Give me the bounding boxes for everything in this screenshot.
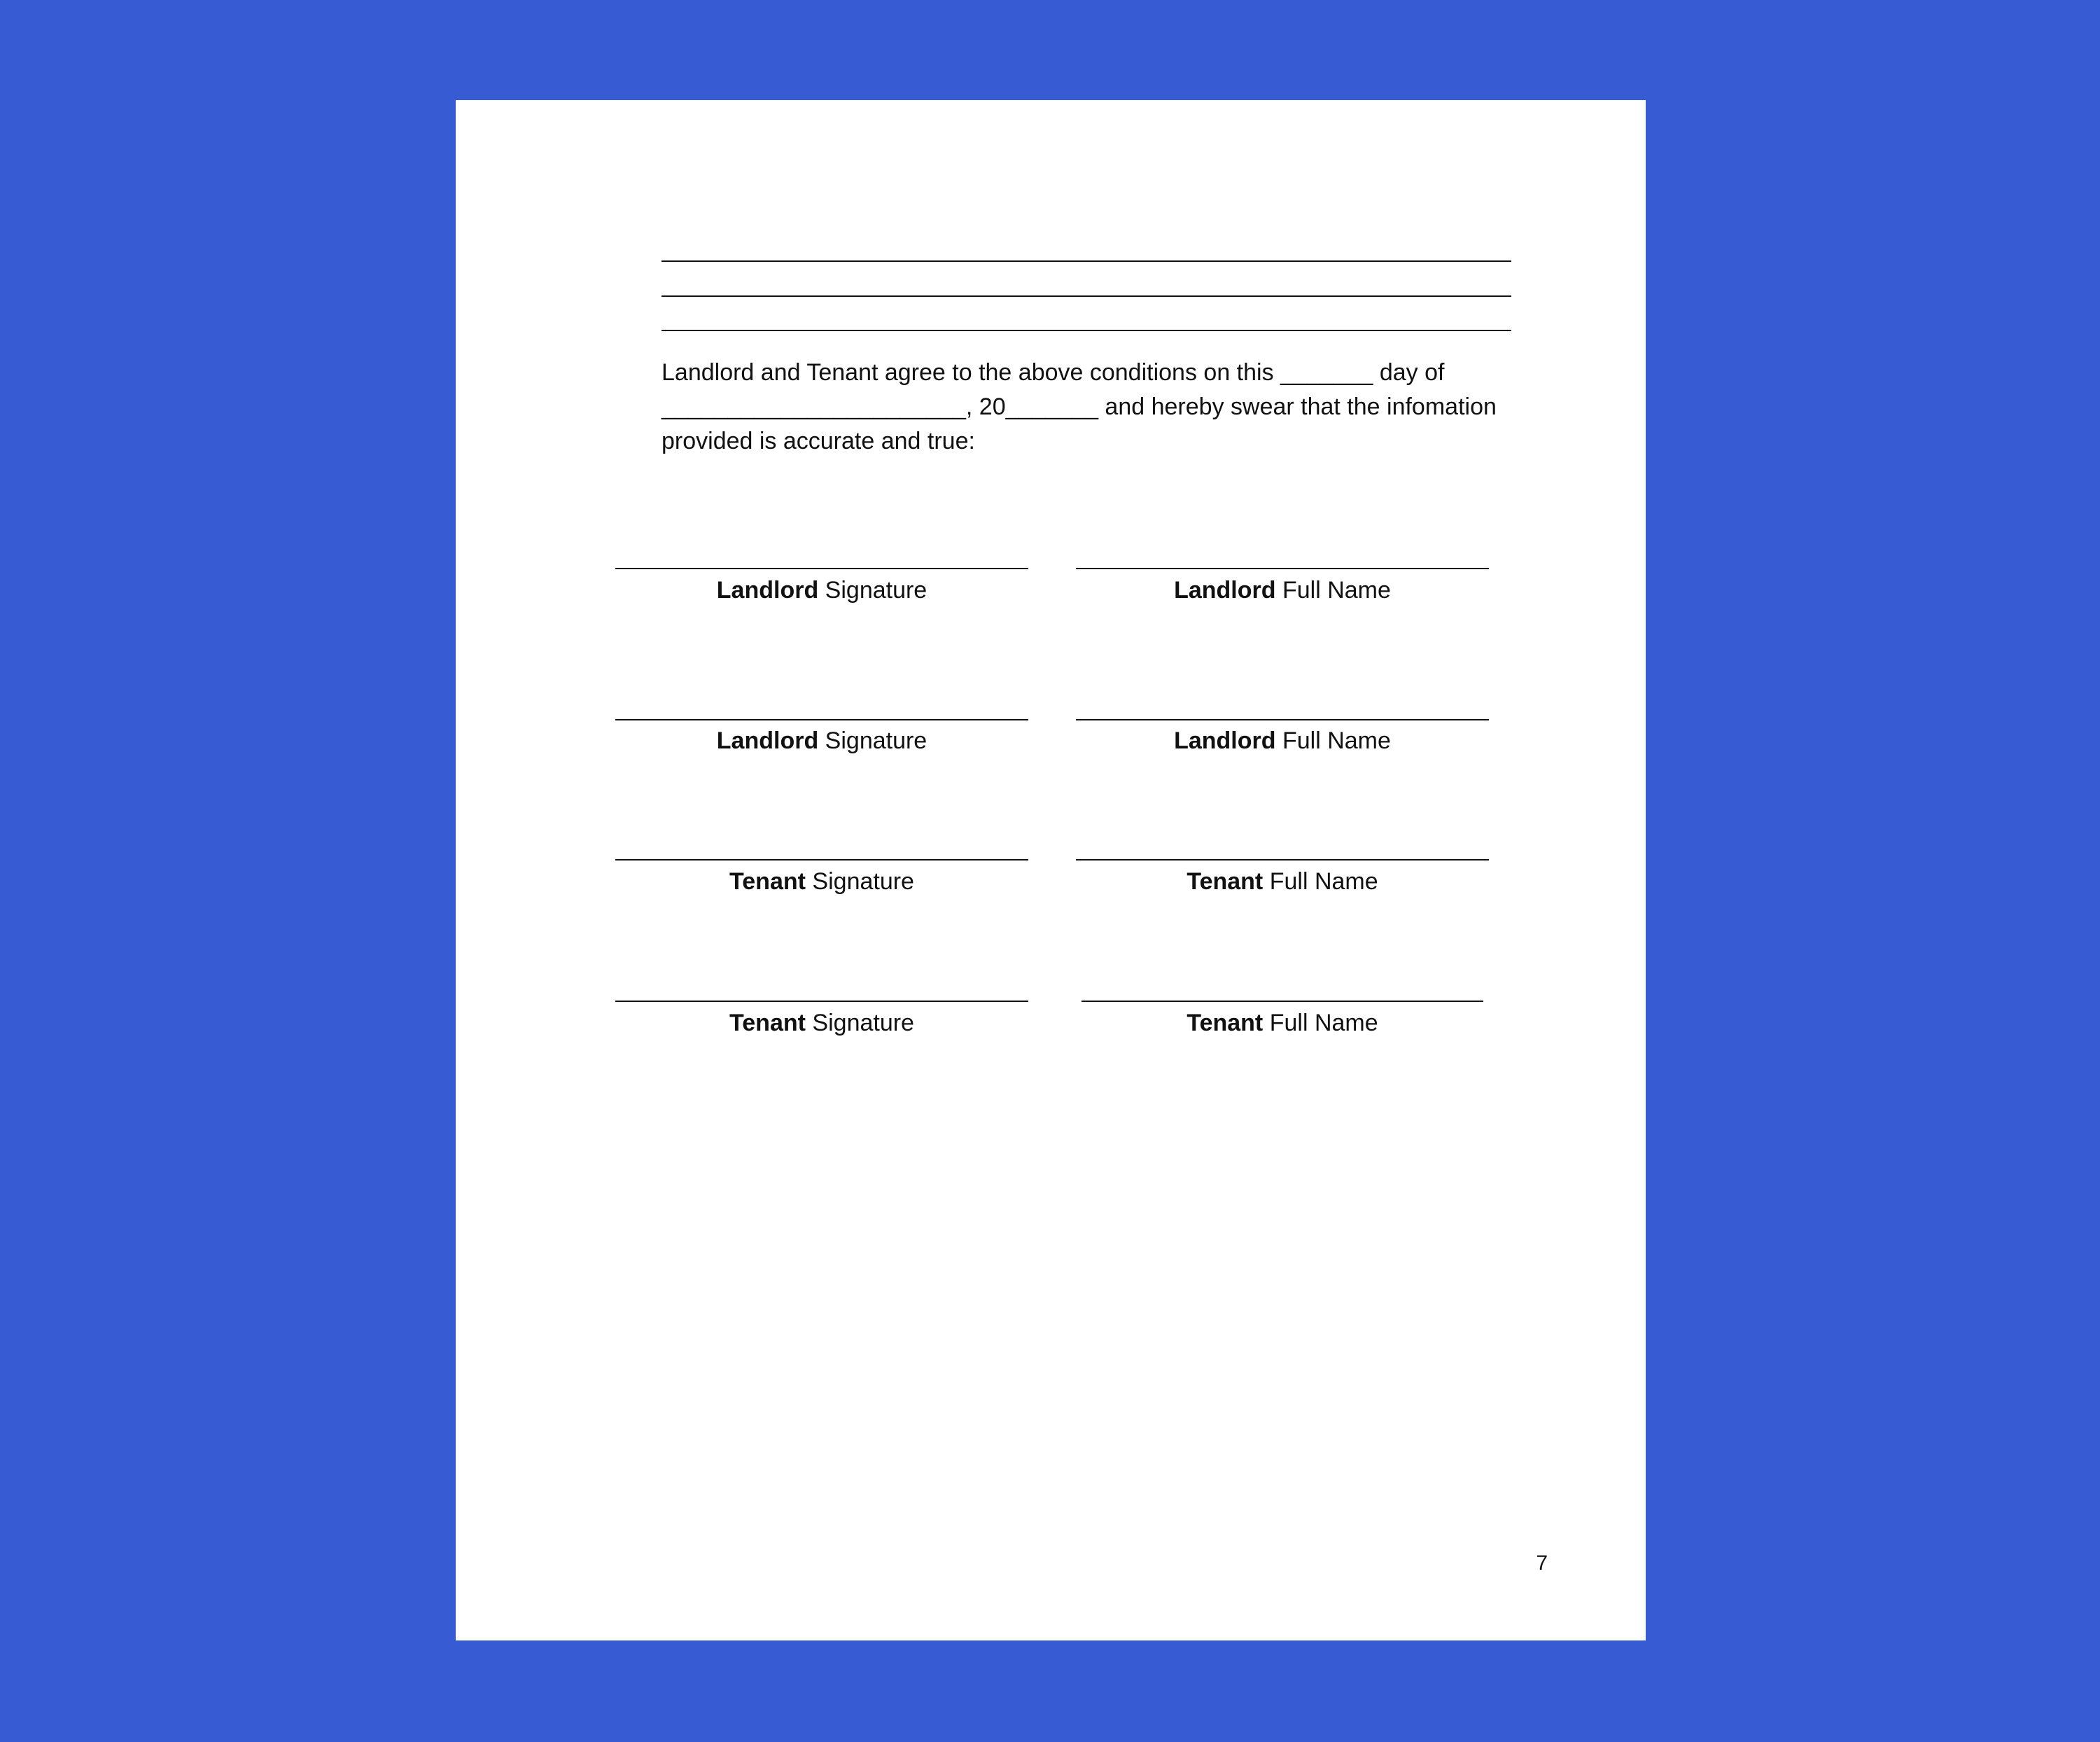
signature-role: Landlord [1174, 577, 1276, 604]
signature-field-label: Full Name [1282, 727, 1391, 754]
agreement-paragraph [662, 356, 1530, 459]
tenant-full-name-label-2 [1076, 1009, 1489, 1037]
signature-role: Tenant [1186, 1010, 1264, 1036]
signature-field-label: Signature [812, 868, 914, 895]
tenant-signature-line-2[interactable] [615, 1001, 1028, 1002]
signature-field-label: Signature [812, 1010, 914, 1036]
landlord-full-name-line-2[interactable] [1076, 719, 1489, 720]
signature-role: Landlord [716, 727, 819, 754]
signature-role: Landlord [1174, 727, 1276, 754]
tenant-signature-label-2 [615, 1009, 1028, 1037]
tenant-signature-label-1 [615, 867, 1028, 896]
signature-field-label: Signature [825, 577, 927, 604]
document-page [456, 100, 1646, 1640]
landlord-full-name-line-1[interactable] [1076, 568, 1489, 569]
landlord-full-name-label-1 [1076, 576, 1489, 604]
signature-field-label: Full Name [1269, 1010, 1378, 1036]
agreement-line-2: _______________________, 20_______ and hereby swear that the infomation [662, 393, 1497, 420]
tenant-signature-line-1[interactable] [615, 859, 1028, 860]
agreement-line-1: Landlord and Tenant agree to the above conditions on this _______ day of [662, 359, 1445, 386]
landlord-signature-line-2[interactable] [615, 719, 1028, 720]
agreement-line-3: provided is accurate and true: [662, 428, 975, 454]
tenant-full-name-line-1[interactable] [1076, 859, 1489, 860]
tenant-full-name-line-2[interactable] [1082, 1001, 1483, 1002]
signature-field-label: Full Name [1282, 577, 1391, 604]
signature-field-label: Full Name [1269, 868, 1378, 895]
page-number: 7 [1536, 1552, 1548, 1575]
signature-field-label: Signature [825, 727, 927, 754]
landlord-signature-label-2 [615, 727, 1028, 755]
blank-line-2 [662, 295, 1511, 297]
tenant-full-name-label-1 [1076, 867, 1489, 896]
signature-role: Tenant [729, 1010, 806, 1036]
landlord-full-name-label-2 [1076, 727, 1489, 755]
blank-line-3 [662, 330, 1511, 331]
landlord-signature-label-1 [615, 576, 1028, 604]
signature-role: Tenant [1186, 868, 1264, 895]
signature-role: Landlord [716, 577, 819, 604]
blank-line-1 [662, 260, 1511, 262]
signature-role: Tenant [729, 868, 806, 895]
landlord-signature-line-1[interactable] [615, 568, 1028, 569]
